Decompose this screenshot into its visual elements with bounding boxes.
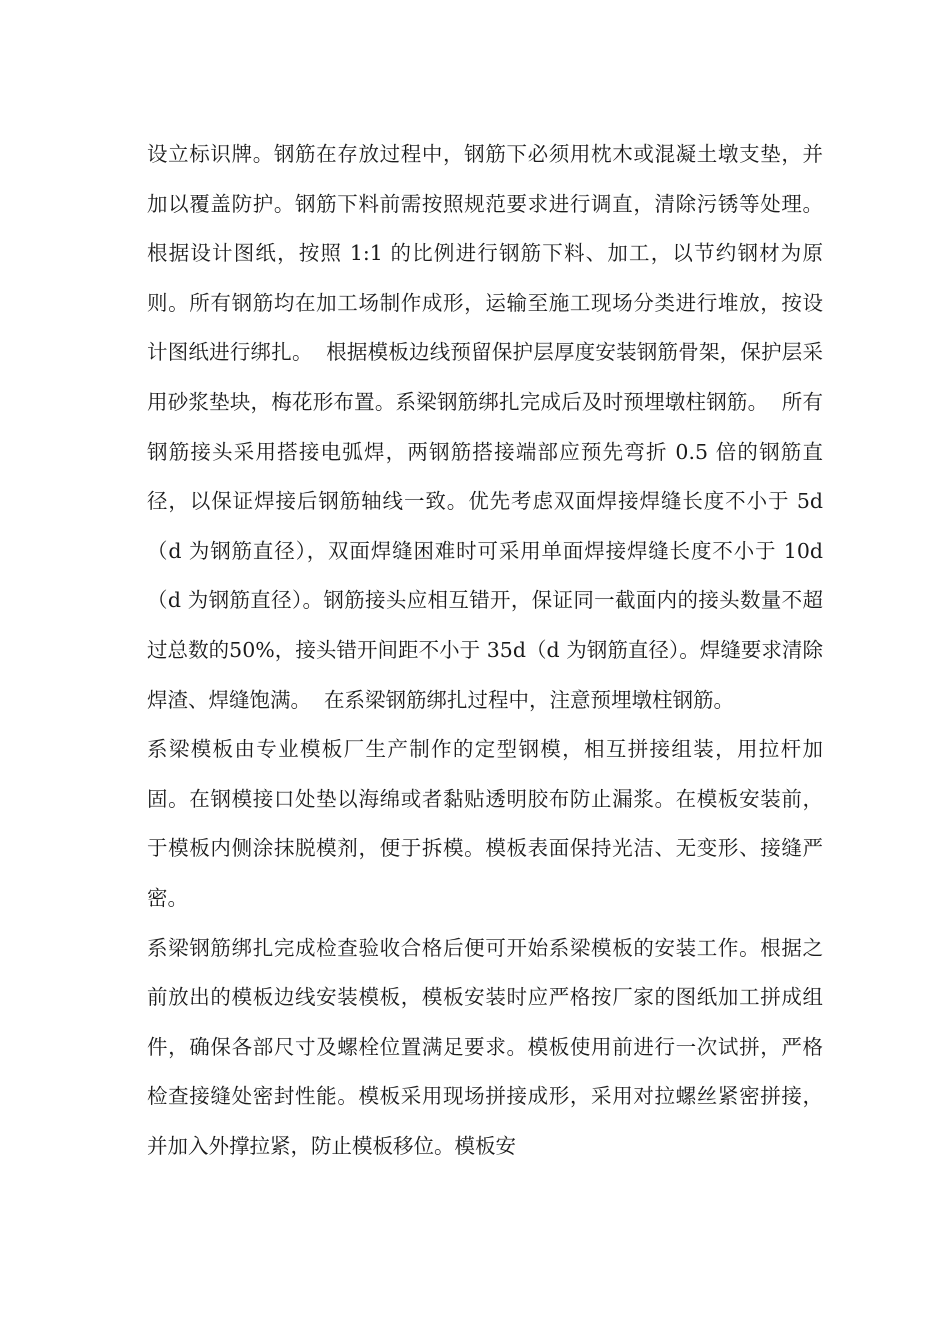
paragraph-formwork-installation: 系梁钢筋绑扎完成检查验收合格后便可开始系梁模板的安装工作。根据之前放出的模板边线安装模板，模板安装时应严格按厂家的图纸加工拼成组件，确保各部尺寸及螺栓位置满足要求。模板使用前进行一次试拼，严格检查接缝处密封性能。模板采用现场拼接成形，采用对拉螺丝紧密拼接，并加入外撑拉紧，防止模板移位。模板安 [147, 935, 823, 1158]
paragraph-rebar-processing: 设立标识牌。钢筋在存放过程中，钢筋下必须用枕木或混凝土墩支垫，并加以覆盖防护。钢筋下料前需按照规范要求进行调直，清除污锈等处理。 根据设计图纸，按照 1:1 的比例进行钢筋下料、加工，以节约钢材为原则。所有钢筋均在加工场制作成形，运输至施工现场分类进行堆放，按设计图纸进行绑扎。 根据模板边线预留保护层厚度安装钢筋骨架，保护层采用砂浆垫块，梅花形布置。系梁钢筋绑扎完成后及时预埋墩柱钢筋。 所有钢筋接头采用搭接电弧焊，两钢筋搭接端部应预先弯折 0.5 倍的钢筋直径，以保证焊接后钢筋轴线一致。优先考虑双面焊接焊缝长度不小于 5d（d 为钢筋直径），双面焊缝困难时可采用单面焊接焊缝长度不小于 10d（d 为钢筋直径）。钢筋接头应相互错开，保证同一截面内的接头数量不超过总数的50%，接头错开间距不小于 35d（d 为钢筋直径）。焊缝要求清除焊渣、焊缝饱满。 在系梁钢筋绑扎过程中，注意预埋墩柱钢筋。 [147, 142, 837, 712]
document-body [147, 130, 837, 1171]
paragraph-tie-beam-formwork: 系梁模板由专业模板厂生产制作的定型钢模，相互拼接组装，用拉杆加固。在钢模接口处垫以海绵或者黏贴透明胶布防止漏浆。在模板安装前，于模板内侧涂抹脱模剂，便于拆模。模板表面保持光洁、无变形、接缝严密。 [147, 737, 823, 910]
